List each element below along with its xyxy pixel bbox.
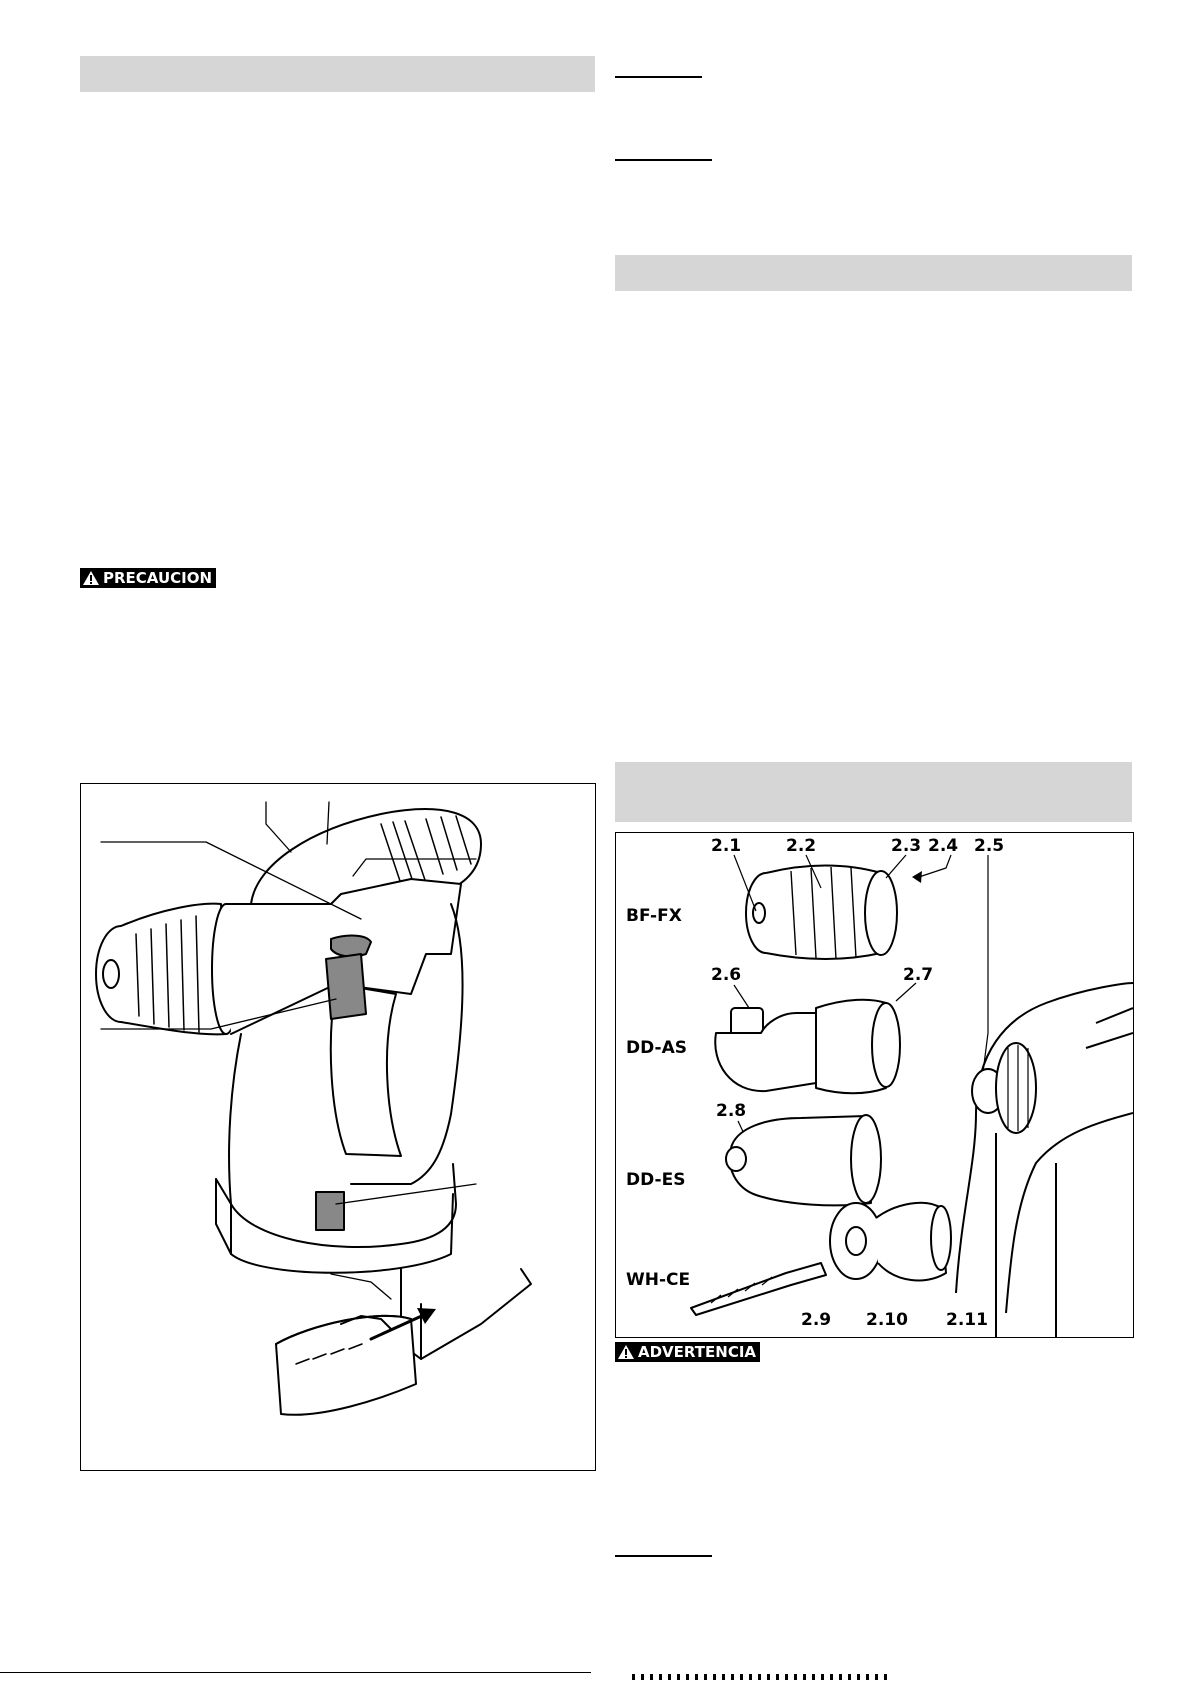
label-dd-as: DD-AS — [626, 1038, 687, 1058]
warning-triangle-icon — [82, 570, 100, 586]
callout-2-6: 2.6 — [711, 965, 742, 985]
callout-2-4: 2.4 — [928, 836, 959, 856]
label-dd-es: DD-ES — [626, 1170, 686, 1190]
callout-2-10: 2.10 — [866, 1310, 908, 1330]
subheading-underline-2 — [615, 159, 712, 161]
label-wh-ce: WH-CE — [626, 1270, 691, 1290]
page-bottom-rule — [0, 1672, 591, 1673]
callout-2-8: 2.8 — [716, 1101, 747, 1121]
warning-badge — [615, 1342, 760, 1362]
callout-2-5: 2.5 — [974, 836, 1005, 856]
figure-chuck-attachments — [615, 832, 1134, 1338]
footer-mark — [632, 1674, 892, 1680]
warning-label: ADVERTENCIA — [638, 1343, 757, 1361]
figure-drill-overview — [80, 783, 596, 1471]
callout-2-3: 2.3 — [891, 836, 922, 856]
callout-2-2: 2.2 — [786, 836, 817, 856]
section-heading-bar-2 — [615, 255, 1132, 291]
drill-illustration — [81, 784, 595, 1470]
warning-triangle-icon — [617, 1344, 635, 1360]
section-heading-bar — [80, 56, 595, 92]
subheading-underline-1 — [615, 76, 702, 78]
callout-2-11: 2.11 — [946, 1310, 988, 1330]
callout-2-9: 2.9 — [801, 1310, 832, 1330]
label-bf-fx: BF-FX — [626, 906, 682, 926]
section-heading-bar-3 — [615, 762, 1132, 822]
attachments-illustration — [616, 833, 1133, 1337]
callout-2-1: 2.1 — [711, 836, 742, 856]
caution-badge — [80, 568, 216, 588]
subheading-underline-3 — [615, 1555, 712, 1557]
callout-2-7: 2.7 — [903, 965, 934, 985]
caution-label: PRECAUCION — [103, 569, 213, 587]
